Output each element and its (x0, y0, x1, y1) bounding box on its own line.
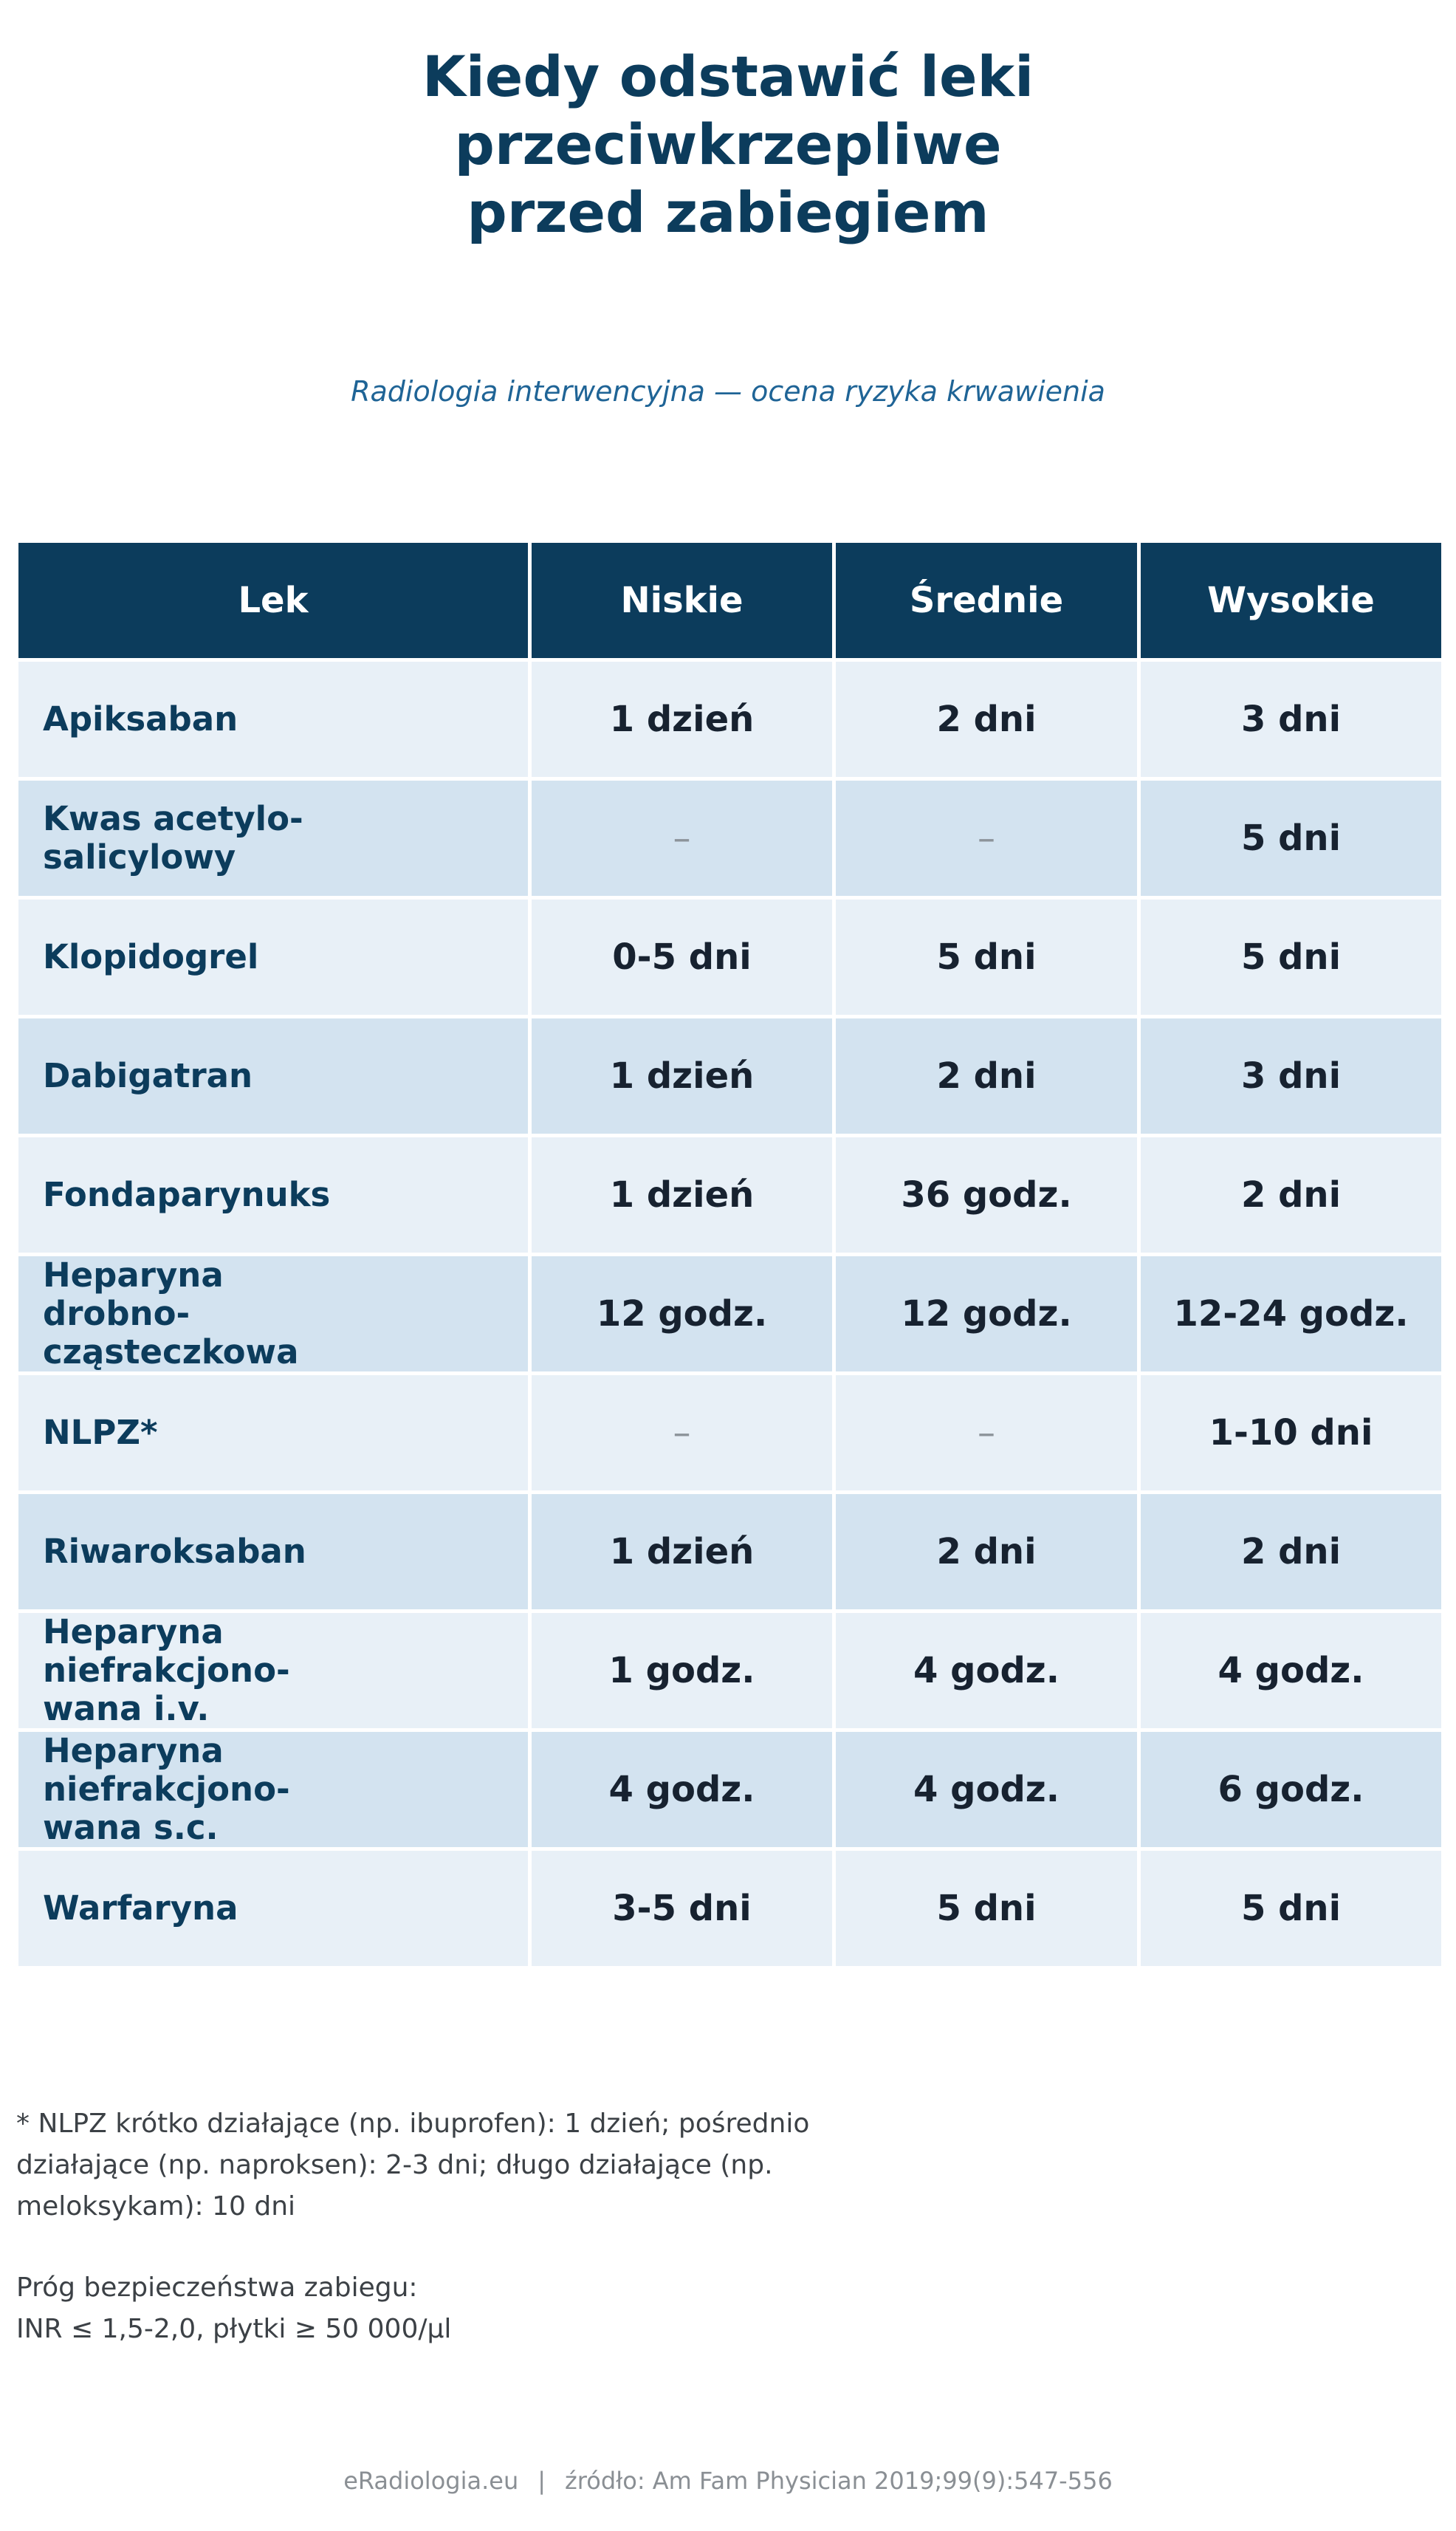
drug-name-cell (17, 1612, 530, 1730)
drug-name-cell (17, 1493, 530, 1612)
table-row (17, 1255, 1443, 1374)
drug-name: Heparyna niefrakcjono- wana s.c. (43, 1731, 290, 1847)
low-risk-cell: 1 dzień (530, 1017, 834, 1136)
drug-name-cell (17, 1017, 530, 1136)
high-risk-cell: 2 dni (1139, 1136, 1443, 1255)
drug-name: Warfaryna (43, 1888, 238, 1928)
low-risk-cell: 1 dzień (530, 660, 834, 779)
page-subtitle: Radiologia interwencyjna — ocena ryzyka krwawienia (351, 375, 1105, 408)
medium-risk-cell: – (834, 1374, 1139, 1493)
high-risk-cell: 5 dni (1139, 779, 1443, 898)
drug-name: Dabigatran (43, 1056, 253, 1095)
table-row (17, 1612, 1443, 1730)
low-risk-cell: – (530, 1374, 834, 1493)
anticoagulant-table (15, 539, 1445, 1970)
safety-threshold (16, 2267, 1050, 2350)
low-risk-cell: 4 godz. (530, 1730, 834, 1849)
low-risk-cell: – (530, 779, 834, 898)
drug-name-cell (17, 1849, 530, 1968)
title-line-3: przed zabiegiem (467, 179, 989, 245)
title-line-1: Kiedy odstawić leki (422, 44, 1034, 109)
high-risk-cell: 12-24 godz. (1139, 1255, 1443, 1374)
drug-name: Kwas acetylo- salicylowy (43, 799, 303, 877)
medium-risk-cell: 2 dni (834, 1017, 1139, 1136)
high-risk-cell: 5 dni (1139, 898, 1443, 1017)
title-line-2: przeciwkrzepliwe (454, 112, 1002, 177)
medium-risk-cell: 5 dni (834, 898, 1139, 1017)
high-risk-cell: 2 dni (1139, 1493, 1443, 1612)
drug-name-cell (17, 898, 530, 1017)
drug-name-cell (17, 1255, 530, 1374)
drug-name-cell (17, 1374, 530, 1493)
footer-separator: | (538, 2467, 546, 2495)
high-risk-cell: 3 dni (1139, 660, 1443, 779)
medium-risk-cell: 2 dni (834, 1493, 1139, 1612)
threshold-label: Próg bezpieczeństwa zabiegu: (16, 2273, 418, 2303)
table-row (17, 1849, 1443, 1968)
low-risk-cell: 1 godz. (530, 1612, 834, 1730)
table-row (17, 1136, 1443, 1255)
footer-site: eRadiologia.eu (343, 2467, 519, 2495)
threshold-value: INR ≤ 1,5-2,0, płytki ≥ 50 000/µl (16, 2314, 452, 2344)
low-risk-cell: 1 dzień (530, 1136, 834, 1255)
table-row (17, 1730, 1443, 1849)
page-title (0, 43, 1456, 247)
footnote-line-3: meloksykam): 10 dni (16, 2191, 296, 2222)
table-row (17, 898, 1443, 1017)
low-risk-cell: 0-5 dni (530, 898, 834, 1017)
drug-name-cell (17, 779, 530, 898)
column-header-drug: Lek (17, 541, 530, 660)
medium-risk-cell: 36 godz. (834, 1136, 1139, 1255)
high-risk-cell: 3 dni (1139, 1017, 1443, 1136)
footnote-line-2: działające (np. naproksen): 2-3 dni; długo działające (np. (16, 2150, 773, 2180)
drug-name: Heparyna niefrakcjono- wana i.v. (43, 1612, 290, 1728)
column-header-high-risk: Wysokie (1139, 541, 1443, 660)
anticoagulant-table-container (15, 539, 1441, 1970)
high-risk-cell: 5 dni (1139, 1849, 1443, 1968)
drug-name-cell (17, 1730, 530, 1849)
table-row (17, 779, 1443, 898)
table-header (17, 541, 1443, 660)
high-risk-cell: 1-10 dni (1139, 1374, 1443, 1493)
table-row (17, 1374, 1443, 1493)
table-header-row (17, 541, 1443, 660)
drug-name: Klopidogrel (43, 937, 259, 976)
column-header-low-risk: Niskie (530, 541, 834, 660)
column-header-medium-risk: Średnie (834, 541, 1139, 660)
drug-name: Riwaroksaban (43, 1532, 306, 1571)
footer-source: źródło: Am Fam Physician 2019;99(9):547-556 (565, 2467, 1113, 2495)
medium-risk-cell: 4 godz. (834, 1730, 1139, 1849)
drug-name: Apiksaban (43, 699, 238, 739)
table-row (17, 1493, 1443, 1612)
drug-name: Fondaparynuks (43, 1175, 331, 1214)
medium-risk-cell: 12 godz. (834, 1255, 1139, 1374)
low-risk-cell: 12 godz. (530, 1255, 834, 1374)
high-risk-cell: 6 godz. (1139, 1730, 1443, 1849)
medium-risk-cell: – (834, 779, 1139, 898)
low-risk-cell: 1 dzień (530, 1493, 834, 1612)
nlpz-footnote (16, 2103, 902, 2227)
table-row (17, 660, 1443, 779)
drug-name: Heparyna drobno- cząsteczkowa (43, 1256, 299, 1371)
high-risk-cell: 4 godz. (1139, 1612, 1443, 1730)
low-risk-cell: 3-5 dni (530, 1849, 834, 1968)
medium-risk-cell: 2 dni (834, 660, 1139, 779)
medium-risk-cell: 4 godz. (834, 1612, 1139, 1730)
drug-name-cell (17, 660, 530, 779)
table-row (17, 1017, 1443, 1136)
page-footer (0, 2465, 1456, 2496)
footnote-line-1: * NLPZ krótko działające (np. ibuprofen): 1 dzień; pośrednio (16, 2109, 810, 2139)
table-body (17, 660, 1443, 1968)
medium-risk-cell: 5 dni (834, 1849, 1139, 1968)
drug-name: NLPZ* (43, 1413, 158, 1452)
drug-name-cell (17, 1136, 530, 1255)
